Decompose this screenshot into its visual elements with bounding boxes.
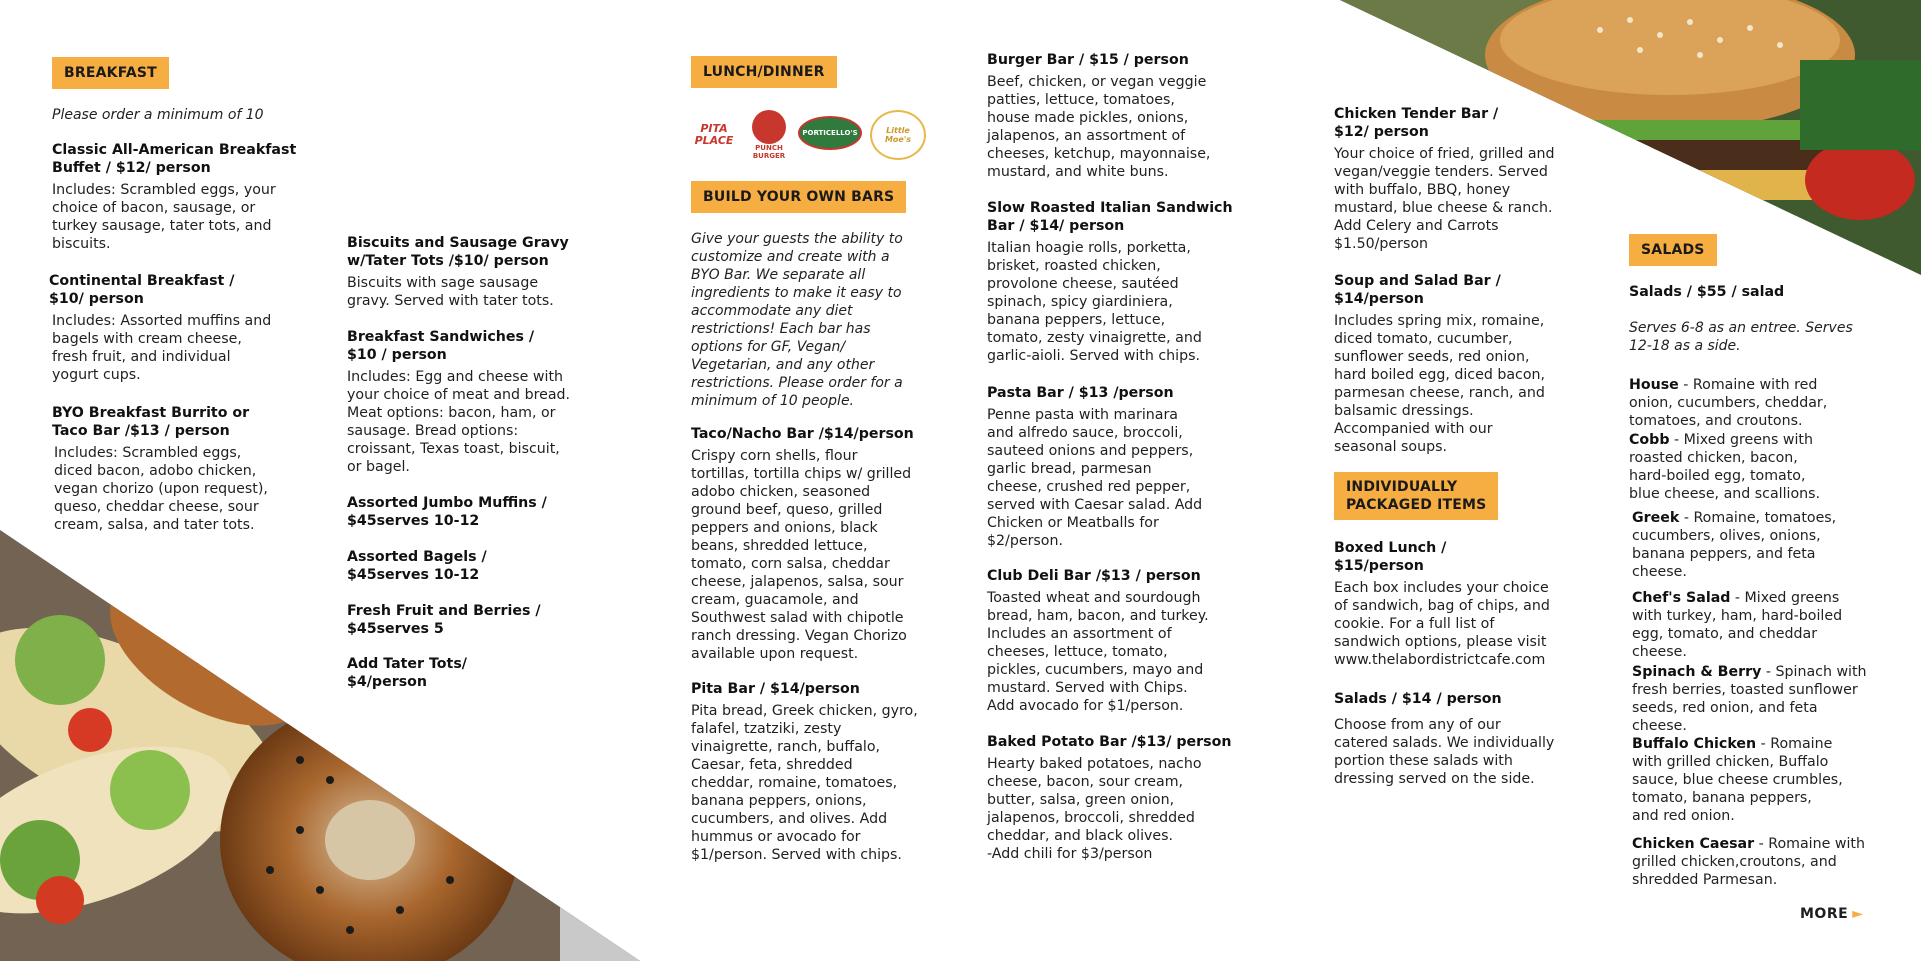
menu-item-desc: Biscuits with sage sausage gravy. Served with tater tots. (347, 275, 554, 309)
porticellos-logo: PORTICELLO'S (798, 116, 862, 150)
menu-item (987, 51, 1247, 181)
salads-price-text: Salads / $55 / salad (1629, 284, 1785, 300)
menu-item-title: Continental Breakfast / $10/ person (49, 273, 235, 307)
menu-item-title: Classic All-American Breakfast Buffet / $12/ person (52, 142, 297, 176)
menu-item (347, 548, 607, 588)
more-link[interactable] (1800, 906, 1863, 922)
menu-item-title: Fresh Fruit and Berries / $45serves 5 (347, 603, 541, 637)
menu-item-desc: Includes: Assorted muffins and bagels with cream cheese, fresh fruit, and individual yogurt cups. (52, 313, 272, 383)
salad-name: Chicken Caesar (1632, 836, 1755, 852)
menu-item-title: Boxed Lunch / $15/person (1334, 540, 1447, 574)
salad-desc: - Romaine with grilled chicken,croutons, and shredded Parmesan. (1632, 836, 1865, 888)
menu-item (1334, 539, 1594, 669)
menu-item (52, 404, 312, 534)
individually-packaged-heading: INDIVIDUALLY PACKAGED ITEMS (1334, 472, 1498, 520)
breakfast-food-photo (0, 530, 640, 961)
menu-item (1334, 105, 1584, 253)
menu-item (1334, 272, 1584, 456)
salad-desc: - Spinach with fresh berries, toasted sunflower seeds, red onion, and feta cheese. (1632, 664, 1867, 734)
menu-item-title: Salads / $14 / person (1334, 691, 1502, 707)
menu-item-desc: Crispy corn shells, flour tortillas, tortilla chips w/ grilled adobo chicken, seasoned ground beef, queso, grilled peppers and onions, black beans, shredded lettuce, tomato, corn salsa, cheddar cheese, jalapenos, salsa, sour cream, guacamole, and Southwest salad with chipotle ranch dressing. Vegan Chorizo available upon request. (691, 448, 912, 662)
menu-item (347, 328, 607, 476)
menu-item (987, 199, 1247, 365)
menu-item-desc: Includes: Egg and cheese with your choice of meat and bread. Meat options: bacon, ham, or sausage. Bread options: croissant, Texas toast, biscuit, or bagel. (347, 369, 571, 475)
salads-price (1629, 283, 1889, 305)
menu-item (1334, 690, 1594, 788)
salad-desc: - Romaine with red onion, cucumbers, cheddar, tomatoes, and croutons. (1629, 377, 1828, 429)
salads-note: Serves 6-8 as an entree. Serves 12-18 as a side. (1629, 320, 1853, 354)
punch-burger-emblem (752, 110, 786, 144)
menu-item-desc: Includes: Scrambled eggs, diced bacon, adobo chicken, vegan chorizo (upon request), queso, cheddar cheese, sour cream, salsa, and tater tots. (54, 445, 268, 533)
menu-item-title: Assorted Jumbo Muffins / $45serves 10-12 (347, 495, 547, 529)
menu-item-desc: Toasted wheat and sourdough bread, ham, bacon, and turkey. Includes an assortment of cheeses, lettuce, tomato, pickles, cucumbers, mayo and mustard. Served with Chips. Add avocado for $1/person. (987, 590, 1209, 714)
salad-desc: - Romaine with grilled chicken, Buffalo sauce, blue cheese crumbles, tomato, banana peppers, and red onion. (1632, 736, 1843, 824)
menu-item-title: Club Deli Bar /$13 / person (987, 568, 1201, 584)
menu-item-desc: Your choice of fried, grilled and vegan/veggie tenders. Served with buffalo, BBQ, honey mustard, blue cheese & ranch. Add Celery and Carrots $1.50/person (1334, 146, 1555, 252)
punch-burger-text: PUNCH BURGER (752, 144, 786, 160)
salad-name: Cobb (1629, 432, 1670, 448)
salad-item (1632, 509, 1882, 581)
salad-item (1632, 735, 1882, 825)
salad-name: Spinach & Berry (1632, 664, 1762, 680)
menu-item (691, 680, 941, 864)
menu-item-title: Soup and Salad Bar / $14/person (1334, 273, 1501, 307)
salad-name: House (1629, 377, 1679, 393)
menu-item-desc: Italian hoagie rolls, porketta, brisket, roasted chicken, provolone cheese, sautéed spinach, spicy giardiniera, banana peppers, lettuce, tomato, zesty vinaigrette, and garlic-aioli. Served with chips. (987, 240, 1202, 364)
menu-item-desc: Beef, chicken, or vegan veggie patties, lettuce, tomatoes, house made pickles, onions, jalapenos, an assortment of cheeses, ketchup, mayonnaise, mustard, and white buns. (987, 74, 1211, 180)
menu-item-title: Baked Potato Bar /$13/ person (987, 734, 1232, 750)
menu-item-desc: Each box includes your choice of sandwich, bag of chips, and cookie. For a full list of sandwich options, please visit www.thelabordistrictcafe.com (1334, 580, 1550, 668)
salad-item (1629, 431, 1879, 503)
menu-item-title: Taco/Nacho Bar /$14/person (691, 426, 914, 442)
salad-desc: - Mixed greens with roasted chicken, bacon, hard-boiled egg, tomato, blue cheese, and scallions. (1629, 432, 1821, 502)
salad-name: Buffalo Chicken (1632, 736, 1757, 752)
salads-heading: SALADS (1629, 234, 1717, 266)
salad-desc: - Mixed greens with turkey, ham, hard-boiled egg, tomato, and cheddar cheese. (1632, 590, 1843, 660)
menu-item-title: Assorted Bagels / $45serves 10-12 (347, 549, 487, 583)
menu-item-title: Chicken Tender Bar / $12/ person (1334, 106, 1499, 140)
menu-item (987, 384, 1247, 550)
little-moes-logo: Little Moe's (870, 110, 926, 160)
menu-item-desc: Pita bread, Greek chicken, gyro, falafel, tzatziki, zesty vinaigrette, ranch, buffalo, Caesar, feta, shredded cheddar, romaine, tomatoes, banana peppers, onions, cucumbers, and olives. Add hummus or avocado for $1/person. Served with chips. (691, 703, 918, 863)
menu-item-desc: Choose from any of our catered salads. We individually portion these salads with dressing served on the side. (1334, 717, 1555, 787)
menu-item (987, 733, 1247, 863)
menu-item (347, 655, 607, 695)
byo-note: Give your guests the ability to customize and create with a BYO Bar. We separate all ingredients to make it easy to accommodate any diet restrictions! Each bar has options for GF, Vegan/ Vegetarian, and any other restrictions. Please order for a minimum of 10 people. (691, 231, 903, 409)
menu-item (49, 272, 309, 384)
menu-item (347, 234, 607, 310)
pita-place-logo: PITA PLACE (694, 122, 734, 147)
build-your-own-bars-heading: BUILD YOUR OWN BARS (691, 181, 906, 213)
salad-item (1629, 376, 1879, 430)
salad-name: Greek (1632, 510, 1680, 526)
menu-item-title: BYO Breakfast Burrito or Taco Bar /$13 / person (52, 405, 250, 439)
salad-item (1632, 663, 1882, 735)
menu-item-title: Pita Bar / $14/person (691, 681, 860, 697)
lunch-dinner-heading: LUNCH/DINNER (691, 56, 837, 88)
more-label: MORE (1800, 906, 1849, 922)
menu-item-desc: Includes: Scrambled eggs, your choice of bacon, sausage, or turkey sausage, tater tots, and biscuits. (52, 182, 276, 252)
menu-item (987, 567, 1247, 715)
punch-burger-logo (748, 108, 790, 162)
menu-item-desc: Includes spring mix, romaine, diced tomato, cucumber, sunflower seeds, red onion, hard boiled egg, diced bacon, parmesan cheese, ranch, and balsamic dressings. Accompanied with our seasonal soups. (1334, 313, 1546, 455)
salad-item (1632, 589, 1882, 661)
menu-item-desc: Penne pasta with marinara and alfredo sauce, broccoli, sauteed onions and peppers, garlic bread, parmesan cheese, crushed red pepper, served with Caesar salad. Add Chicken or Meatballs for $2/person. (987, 407, 1203, 549)
menu-item-title: Biscuits and Sausage Gravy w/Tater Tots /$10/ person (347, 235, 569, 269)
menu-item (347, 602, 607, 642)
menu-item-title: Slow Roasted Italian Sandwich Bar / $14/ person (987, 200, 1233, 234)
menu-item (347, 494, 607, 534)
arrow-right-icon: ► (1852, 906, 1864, 922)
menu-item-title: Breakfast Sandwiches / $10 / person (347, 329, 535, 363)
menu-item-title: Burger Bar / $15 / person (987, 52, 1189, 68)
salad-item (1632, 835, 1882, 889)
menu-item (52, 141, 312, 253)
menu-item (691, 425, 941, 663)
menu-item-title: Add Tater Tots/ $4/person (347, 656, 467, 690)
salad-desc: - Romaine, tomatoes, cucumbers, olives, onions, banana peppers, and feta cheese. (1632, 510, 1837, 580)
breakfast-note: Please order a minimum of 10 (52, 107, 264, 123)
salad-name: Chef's Salad (1632, 590, 1731, 606)
menu-item-title: Pasta Bar / $13 /person (987, 385, 1174, 401)
breakfast-heading: BREAKFAST (52, 57, 169, 89)
menu-item-desc: Hearty baked potatoes, nacho cheese, bacon, sour cream, butter, salsa, green onion, jalapenos, broccoli, shredded cheddar, and black olives. -Add chili for $3/person (987, 756, 1202, 862)
